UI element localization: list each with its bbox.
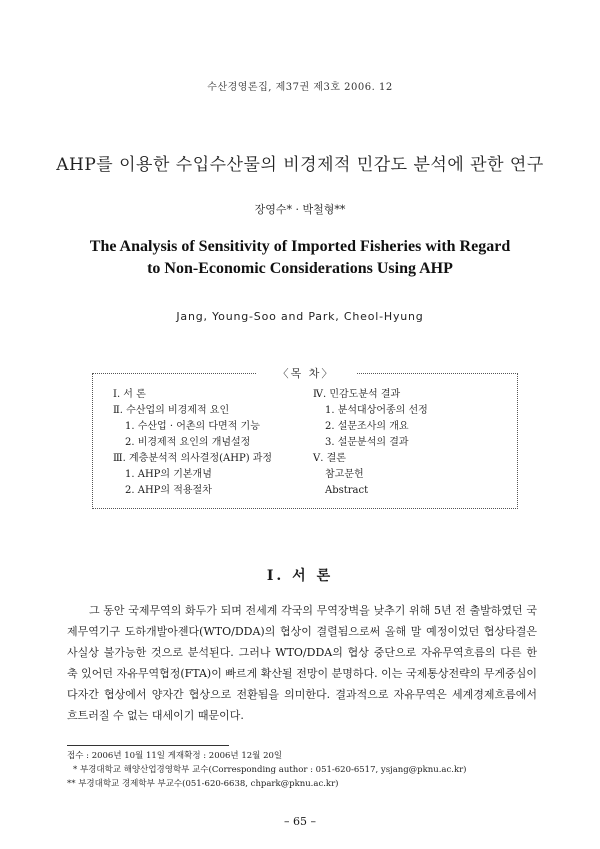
footnote-divider bbox=[67, 745, 229, 746]
page-number: – 65 – bbox=[284, 815, 316, 828]
footnote-author-1: * 부경대학교 해양산업경영학부 교수(Corresponding author : 051-620-6517, ysjang@pknu.ac.kr) bbox=[73, 765, 467, 775]
english-title bbox=[0, 236, 600, 280]
footnote-received-dates: 접수 : 2006년 10월 11일 게재확정 : 2006년 12월 20일 bbox=[67, 751, 283, 761]
toc-subitem: 3. 설문분석의 결과 bbox=[325, 437, 409, 448]
toc-subitem: 2. AHP의 적용절차 bbox=[125, 485, 212, 496]
toc-subitem: 2. 비경제적 요인의 개념설정 bbox=[125, 437, 251, 448]
toc-subitem: 1. 분석대상어종의 선정 bbox=[325, 405, 428, 416]
journal-header: 수산경영론집, 제37권 제3호 2006. 12 bbox=[207, 82, 393, 93]
toc-subitem: 1. AHP의 기본개념 bbox=[125, 469, 212, 480]
toc-item: Ⅲ. 계층분석적 의사결정(AHP) 과정 bbox=[113, 453, 273, 464]
toc-item: Ⅱ. 수산업의 비경제적 요인 bbox=[113, 405, 230, 416]
toc-item: Ⅴ. 결론 bbox=[313, 453, 346, 464]
toc-subitem: Abstract bbox=[325, 485, 369, 496]
toc-subitem: 2. 설문조사의 개요 bbox=[325, 421, 409, 432]
footnote-author-2: ** 부경대학교 경제학부 부교수(051-620-6638, chpark@pknu.ac.kr) bbox=[67, 779, 339, 789]
toc-right-column bbox=[313, 387, 428, 499]
toc-subitem: 1. 수산업 · 어촌의 다면적 기능 bbox=[125, 421, 260, 432]
body-paragraph: 그 동안 국제무역의 화두가 되며 전세계 각국의 무역장벽을 낮추기 위해 5년 전 출발하였던 국제무역기구 도하개발아젠다(WTO/DDA)의 협상이 결렬됨으로써 올해 말 예정이었던 협상타결은 사실상 불가능한 것으로 분석된다. 그러나 WTO/DDA의 협상 중단으로 자유무역흐름의 다른 한 축 있어던 자유무역협정(FTA)이 빠르게 확산될 전망이 분명하다. 이는 국제통상전략의 무게중심이 다자간 협상에서 양자간 협상으로 전환됨을 의미한다. 결과적으로 자유무역은 세계경제흐름에서 흐트러질 수 없는 대세이기 때문이다. bbox=[67, 604, 537, 722]
english-title-line-1: The Analysis of Sensitivity of Imported Fisheries with Regard bbox=[89, 238, 511, 255]
section-heading-introduction: I. 서 론 bbox=[266, 568, 334, 584]
toc-heading: 〈목 차〉 bbox=[256, 365, 356, 381]
toc-left-column bbox=[113, 387, 272, 499]
toc-item: Ⅰ. 서 론 bbox=[113, 389, 146, 400]
english-authors: Jang, Young-Soo and Park, Cheol-Hyung bbox=[176, 310, 424, 323]
toc-item: Ⅳ. 민감도분석 결과 bbox=[313, 389, 401, 400]
toc-subitem: 참고문헌 bbox=[325, 469, 364, 480]
korean-title: AHP를 이용한 수입수산물의 비경제적 민감도 분석에 관한 연구 bbox=[56, 155, 544, 175]
korean-authors: 장영수* · 박철형** bbox=[254, 203, 346, 216]
english-title-line-2: to Non-Economic Considerations Using AHP bbox=[147, 260, 453, 277]
